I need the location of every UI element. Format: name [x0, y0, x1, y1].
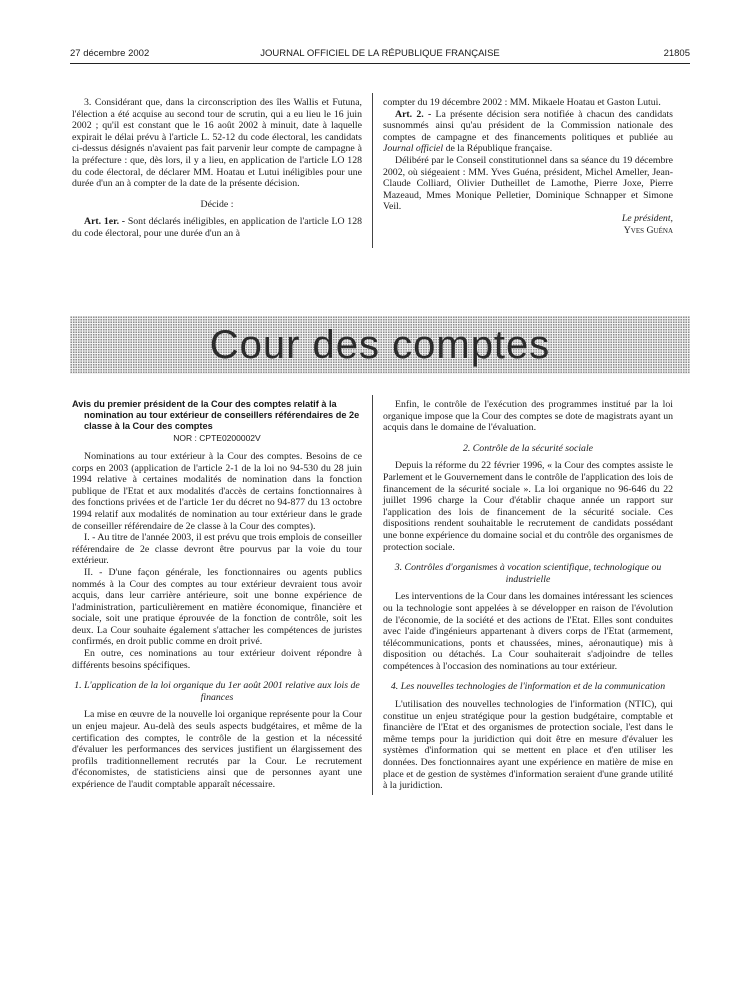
- top-left-column: [72, 97, 362, 240]
- article-2-label: Art. 2. -: [395, 108, 432, 120]
- section-4-text: L'utilisation des nouvelles technologies de l'information (NTIC), qui constitue un enjeu stratégique pour la gestion budgétaire, comptable et financière de l'Etat et des organismes de protection sociale, l'est dans le même temps pour la juridiction qui doit être en mesure d'évaluer les systèmes d'information qui se mettent en place et d'en utiliser les données. Des fonctionnaires ayant une expérience en matière de mise en place et de gestion de systèmes d'information seraient d'une grande utilité à la juridiction.: [383, 699, 673, 792]
- section-2-title: 2. Contrôle de la sécurité sociale: [462, 442, 594, 454]
- article-2-paragraph: [383, 109, 673, 155]
- president-title: [383, 213, 673, 225]
- president-title-text: Le président,: [621, 212, 673, 224]
- avis-paragraph-1: Nominations au tour extérieur à la Cour des comptes. Besoins de ce corps en 2003 (application de l'article 2-1 de la loi no 94-530 du 28 juin 1994 relative à certaines modalités de nomination dans la fonction publique de l'Etat et aux modalités d'accès de certains fonctionnaires à des fonctions privées et de l'article 1er du décret no 94-877 du 13 octobre 1994 relatif aux modalités de nomination au tour extérieur dans le grade de conseiller référendaire de 2e classe à la Cour des comptes).: [72, 450, 362, 532]
- nor-reference: NOR : CPTE0200002V: [173, 433, 261, 444]
- section-3-text: Les interventions de la Cour dans les domaines intéressant les sciences ou la technologie sont appelées à se développer en raison de l'évolution de l'économie, de la société et des actions de l'Etat. Elles sont conduites avec l'aide d'ingénieurs appartenant à divers corps de l'Etat (armement, télécommunications, ponts et chaussées, mines, aéronautique) mis à disposition ou détachés. La Cour souhaiterait s'adjoindre de telles compétences à l'occasion des nominations au tour extérieur.: [383, 591, 673, 672]
- article-2-text-a: La présente décision sera notifiée à chacun des candidats susnommés ainsi qu'au président de la Commission nationale des comptes de campagne et des financements politiques et publiée au: [383, 108, 673, 143]
- journal-officiel-mention: Journal officiel: [383, 143, 444, 155]
- president-signatory: Yves Guéna: [623, 224, 673, 236]
- header-date: 27 décembre 2002: [70, 48, 150, 59]
- decide-heading: Décide :: [200, 198, 234, 210]
- article-1-continuation: compter du 19 décembre 2002 : MM. Mikaele Hoatau et Gaston Lutui.: [383, 97, 661, 108]
- avis-paragraph-4: En outre, ces nominations au tour extérieur doivent répondre à différents besoins spécifiques.: [72, 648, 362, 671]
- deliberation-paragraph: Délibéré par le Conseil constitutionnel dans sa séance du 19 décembre 2002, où siégeaient : MM. Yves Guéna, président, Michel Ameller, Jean-Claude Colliard, Olivier Dutheillet de Lamothe, Pierre Joxe, Pierre Mazeaud, Mmes Monique Pelletier, Dominique Schnapper et Simone Veil.: [383, 154, 673, 213]
- article-1-label: Art. 1er. -: [84, 216, 126, 228]
- avis-title: Avis du premier président de la Cour des comptes relatif à la nomination au tour extérieur de conseillers référendaires de 2e classe à la Cour des comptes: [72, 399, 360, 431]
- considerant-paragraph: 3. Considérant que, dans la circonscription des îles Wallis et Futuna, l'élection a été acquise au second tour de scrutin, qui a eu lieu le 16 juin 2002 ; qu'il est constant que le 16 août 2002 à minuit, date à laquelle expirait le délai prévu à l'article L. 52-12 du code électoral, les candidats ci-dessus désignés n'avaient pas fait parvenir leur compte de campagne à la préfecture : que, dès lors, il y a lieu, en application de l'article LO 128 du code électoral, de déclarer MM. Hoatau et Lutui inéligibles pour une durée d'un an à compter de la date de la présente décision.: [72, 97, 362, 190]
- section-3-title: 3. Contrôles d'organismes à vocation scientifique, technologique ou industrielle: [394, 562, 662, 585]
- section-1-text: La mise en œuvre de la nouvelle loi organique représente pour la Cour un enjeu majeur. Au-delà des seuls aspects budgétaires, et même de la certification des comptes, le contrôle de la gestion et la nécessité d'évaluer les performances des services justifient un élargissement des profils traditionnellement recrutés par la Cour. Le recrutement d'économistes, de statisticiens ainsi que de personnes ayant une expérience de l'audit comptable apparaît nécessaire.: [72, 709, 362, 791]
- section-1-title: 1. L'application de la loi organique du 1er août 2001 relative aux lois de finances: [74, 680, 360, 703]
- header-journal-title: JOURNAL OFFICIEL DE LA RÉPUBLIQUE FRANÇAISE: [260, 48, 500, 59]
- section-banner-title: Cour des comptes: [209, 323, 551, 367]
- header-page-number: 21805: [663, 48, 690, 59]
- section-4-title: 4. Les nouvelles technologies de l'information et de la communication: [390, 681, 666, 693]
- column-divider-bottom: [372, 395, 373, 795]
- avis-paragraph-3: II. - D'une façon générale, les fonctionnaires ou agents publics nommés à la Cour des comptes au tour extérieur devraient tous avoir acquis, dans leur carrière antérieure, soit une bonne expérience de l'administration, particulièrement en matière économique, financière et sociale, soit une pratique éprouvée de la fonction de contrôle, soit les deux. La Cour souhaite également s'attacher les compétences de juristes confirmés, en droit public comme en droit privé.: [72, 566, 362, 648]
- header-rule: [70, 63, 690, 64]
- column-divider-top: [372, 93, 373, 248]
- evaluation-paragraph: Enfin, le contrôle de l'exécution des programmes institué par la loi organique impose que la Cour des comptes se dote de magistrats ayant un acquis dans le domaine de l'évaluation.: [383, 399, 673, 434]
- article-2-text-b: de la République française.: [443, 143, 553, 155]
- top-right-column: [383, 97, 673, 236]
- section-2-text: Depuis la réforme du 22 février 1996, « la Cour des comptes assiste le Parlement et le Gouvernement dans le contrôle de l'application des lois de financement de la sécurité sociale ». La loi organique no 96-646 du 22 juillet 1996 charge la Cour d'établir chaque année un rapport sur l'application des lois de financement de la sécurité sociale. Ces dispositions rendent souhaitable le recrutement de candidats possédant une bonne expérience du domaine social et du contrôle des organismes de protection sociale.: [383, 460, 673, 553]
- page-header: [70, 48, 690, 62]
- bottom-left-column: [72, 399, 362, 791]
- article-1-text: Sont déclarés inéligibles, en application de l'article LO 128 du code électoral, pour une durée d'un an à: [72, 216, 362, 239]
- avis-paragraph-2: I. - Au titre de l'année 2003, il est prévu que trois emplois de conseiller référendaire de 2e classe devront être pourvus par la voie du tour extérieur.: [72, 532, 362, 567]
- bottom-right-column: [383, 399, 673, 792]
- section-banner: [70, 316, 690, 374]
- article-1-paragraph: [72, 216, 362, 239]
